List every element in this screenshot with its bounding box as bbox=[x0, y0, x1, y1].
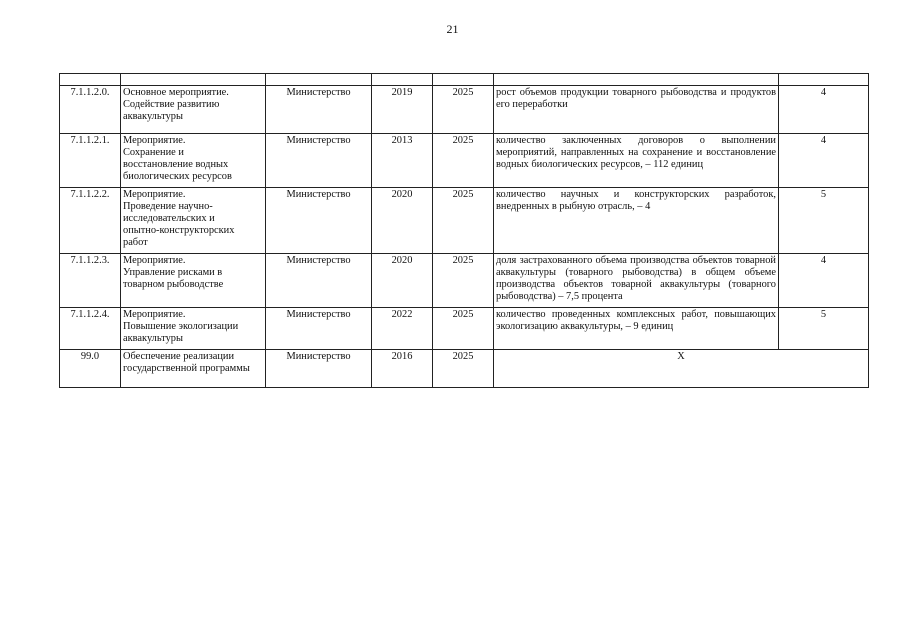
measure-name-line: Управление рисками в bbox=[123, 267, 223, 278]
measure-name bbox=[121, 308, 266, 350]
row-number: 7.1.1.2.2. bbox=[60, 188, 121, 254]
end-year: 2025 bbox=[433, 188, 494, 254]
measure-name-line: Проведение научно- bbox=[123, 201, 213, 212]
end-year: 2025 bbox=[433, 134, 494, 188]
table-header-row bbox=[60, 74, 869, 86]
row-number: 7.1.1.2.0. bbox=[60, 86, 121, 134]
measure-name-line: аквакультуры bbox=[123, 111, 183, 122]
row-number: 7.1.1.2.1. bbox=[60, 134, 121, 188]
indicator: рост объемов продукции товарного рыбоводства и продуктов его переработки bbox=[494, 86, 779, 134]
end-year: 2025 bbox=[433, 350, 494, 388]
row-number: 7.1.1.2.4. bbox=[60, 308, 121, 350]
start-year: 2013 bbox=[372, 134, 433, 188]
table-row bbox=[60, 134, 869, 188]
table-row bbox=[60, 308, 869, 350]
measure-name-line: государственной программы bbox=[123, 363, 250, 374]
measure-name-line: аквакультуры bbox=[123, 333, 183, 344]
indicator-code: 4 bbox=[779, 134, 869, 188]
indicator-code: 5 bbox=[779, 308, 869, 350]
measures-table bbox=[59, 73, 869, 388]
executor: Министерство bbox=[266, 350, 372, 388]
indicator: количество научных и конструкторских разработок, внедренных в рыбную отрасль, – 4 bbox=[494, 188, 779, 254]
measure-name bbox=[121, 254, 266, 308]
measure-name-line: восстановление водных bbox=[123, 159, 229, 170]
executor: Министерство bbox=[266, 134, 372, 188]
measure-name bbox=[121, 350, 266, 388]
header-cell bbox=[266, 74, 372, 86]
table-row-final bbox=[60, 350, 869, 388]
header-cell bbox=[779, 74, 869, 86]
measure-name-line: товарном рыбоводстве bbox=[123, 279, 224, 290]
table-row bbox=[60, 188, 869, 254]
end-year: 2025 bbox=[433, 308, 494, 350]
measure-name-line: Сохранение и bbox=[123, 147, 184, 158]
indicator-code: 5 bbox=[779, 188, 869, 254]
indicator-code: 4 bbox=[779, 254, 869, 308]
start-year: 2020 bbox=[372, 188, 433, 254]
measure-name-line: Мероприятие. bbox=[123, 135, 186, 146]
measure-name-line: Основное мероприятие. bbox=[123, 87, 229, 98]
indicator-code: 4 bbox=[779, 86, 869, 134]
measure-name-line: Обеспечение реализации bbox=[123, 351, 234, 362]
measure-name bbox=[121, 188, 266, 254]
measure-name-line: Мероприятие. bbox=[123, 309, 186, 320]
measure-name-line: Повышение экологизации bbox=[123, 321, 239, 332]
start-year: 2019 bbox=[372, 86, 433, 134]
merged-x-cell: Х bbox=[494, 350, 869, 388]
measure-name-line: биологических ресурсов bbox=[123, 171, 232, 182]
indicator: количество проведенных комплексных работ, повышающих экологизацию аквакультуры, – 9 единиц bbox=[494, 308, 779, 350]
executor: Министерство bbox=[266, 86, 372, 134]
measure-name-line: исследовательских и bbox=[123, 213, 215, 224]
measure-name bbox=[121, 86, 266, 134]
executor: Министерство bbox=[266, 188, 372, 254]
table-row bbox=[60, 86, 869, 134]
measure-name-line: опытно-конструкторских bbox=[123, 225, 235, 236]
start-year: 2022 bbox=[372, 308, 433, 350]
indicator: доля застрахованного объема производства объектов товарной аквакультуры (товарного рыбоводства) в общем объеме производства объектов товарной аквакультуры (товарного рыбоводства) – 7,5 процента bbox=[494, 254, 779, 308]
end-year: 2025 bbox=[433, 254, 494, 308]
start-year: 2020 bbox=[372, 254, 433, 308]
row-number: 7.1.1.2.3. bbox=[60, 254, 121, 308]
measure-name-line: работ bbox=[123, 237, 148, 248]
measure-name-line: Мероприятие. bbox=[123, 189, 186, 200]
measure-name-line: Содействие развитию bbox=[123, 99, 220, 110]
header-cell bbox=[433, 74, 494, 86]
header-cell bbox=[60, 74, 121, 86]
header-cell bbox=[372, 74, 433, 86]
page-number: 21 bbox=[446, 22, 459, 36]
measure-name-line: Мероприятие. bbox=[123, 255, 186, 266]
end-year: 2025 bbox=[433, 86, 494, 134]
row-number: 99.0 bbox=[60, 350, 121, 388]
start-year: 2016 bbox=[372, 350, 433, 388]
table-row bbox=[60, 254, 869, 308]
executor: Министерство bbox=[266, 254, 372, 308]
header-cell bbox=[121, 74, 266, 86]
indicator: количество заключенных договоров о выполнении мероприятий, направленных на сохранение и восстановление водных биологических ресурсов, – 112 единиц bbox=[494, 134, 779, 188]
measure-name bbox=[121, 134, 266, 188]
executor: Министерство bbox=[266, 308, 372, 350]
header-cell bbox=[494, 74, 779, 86]
